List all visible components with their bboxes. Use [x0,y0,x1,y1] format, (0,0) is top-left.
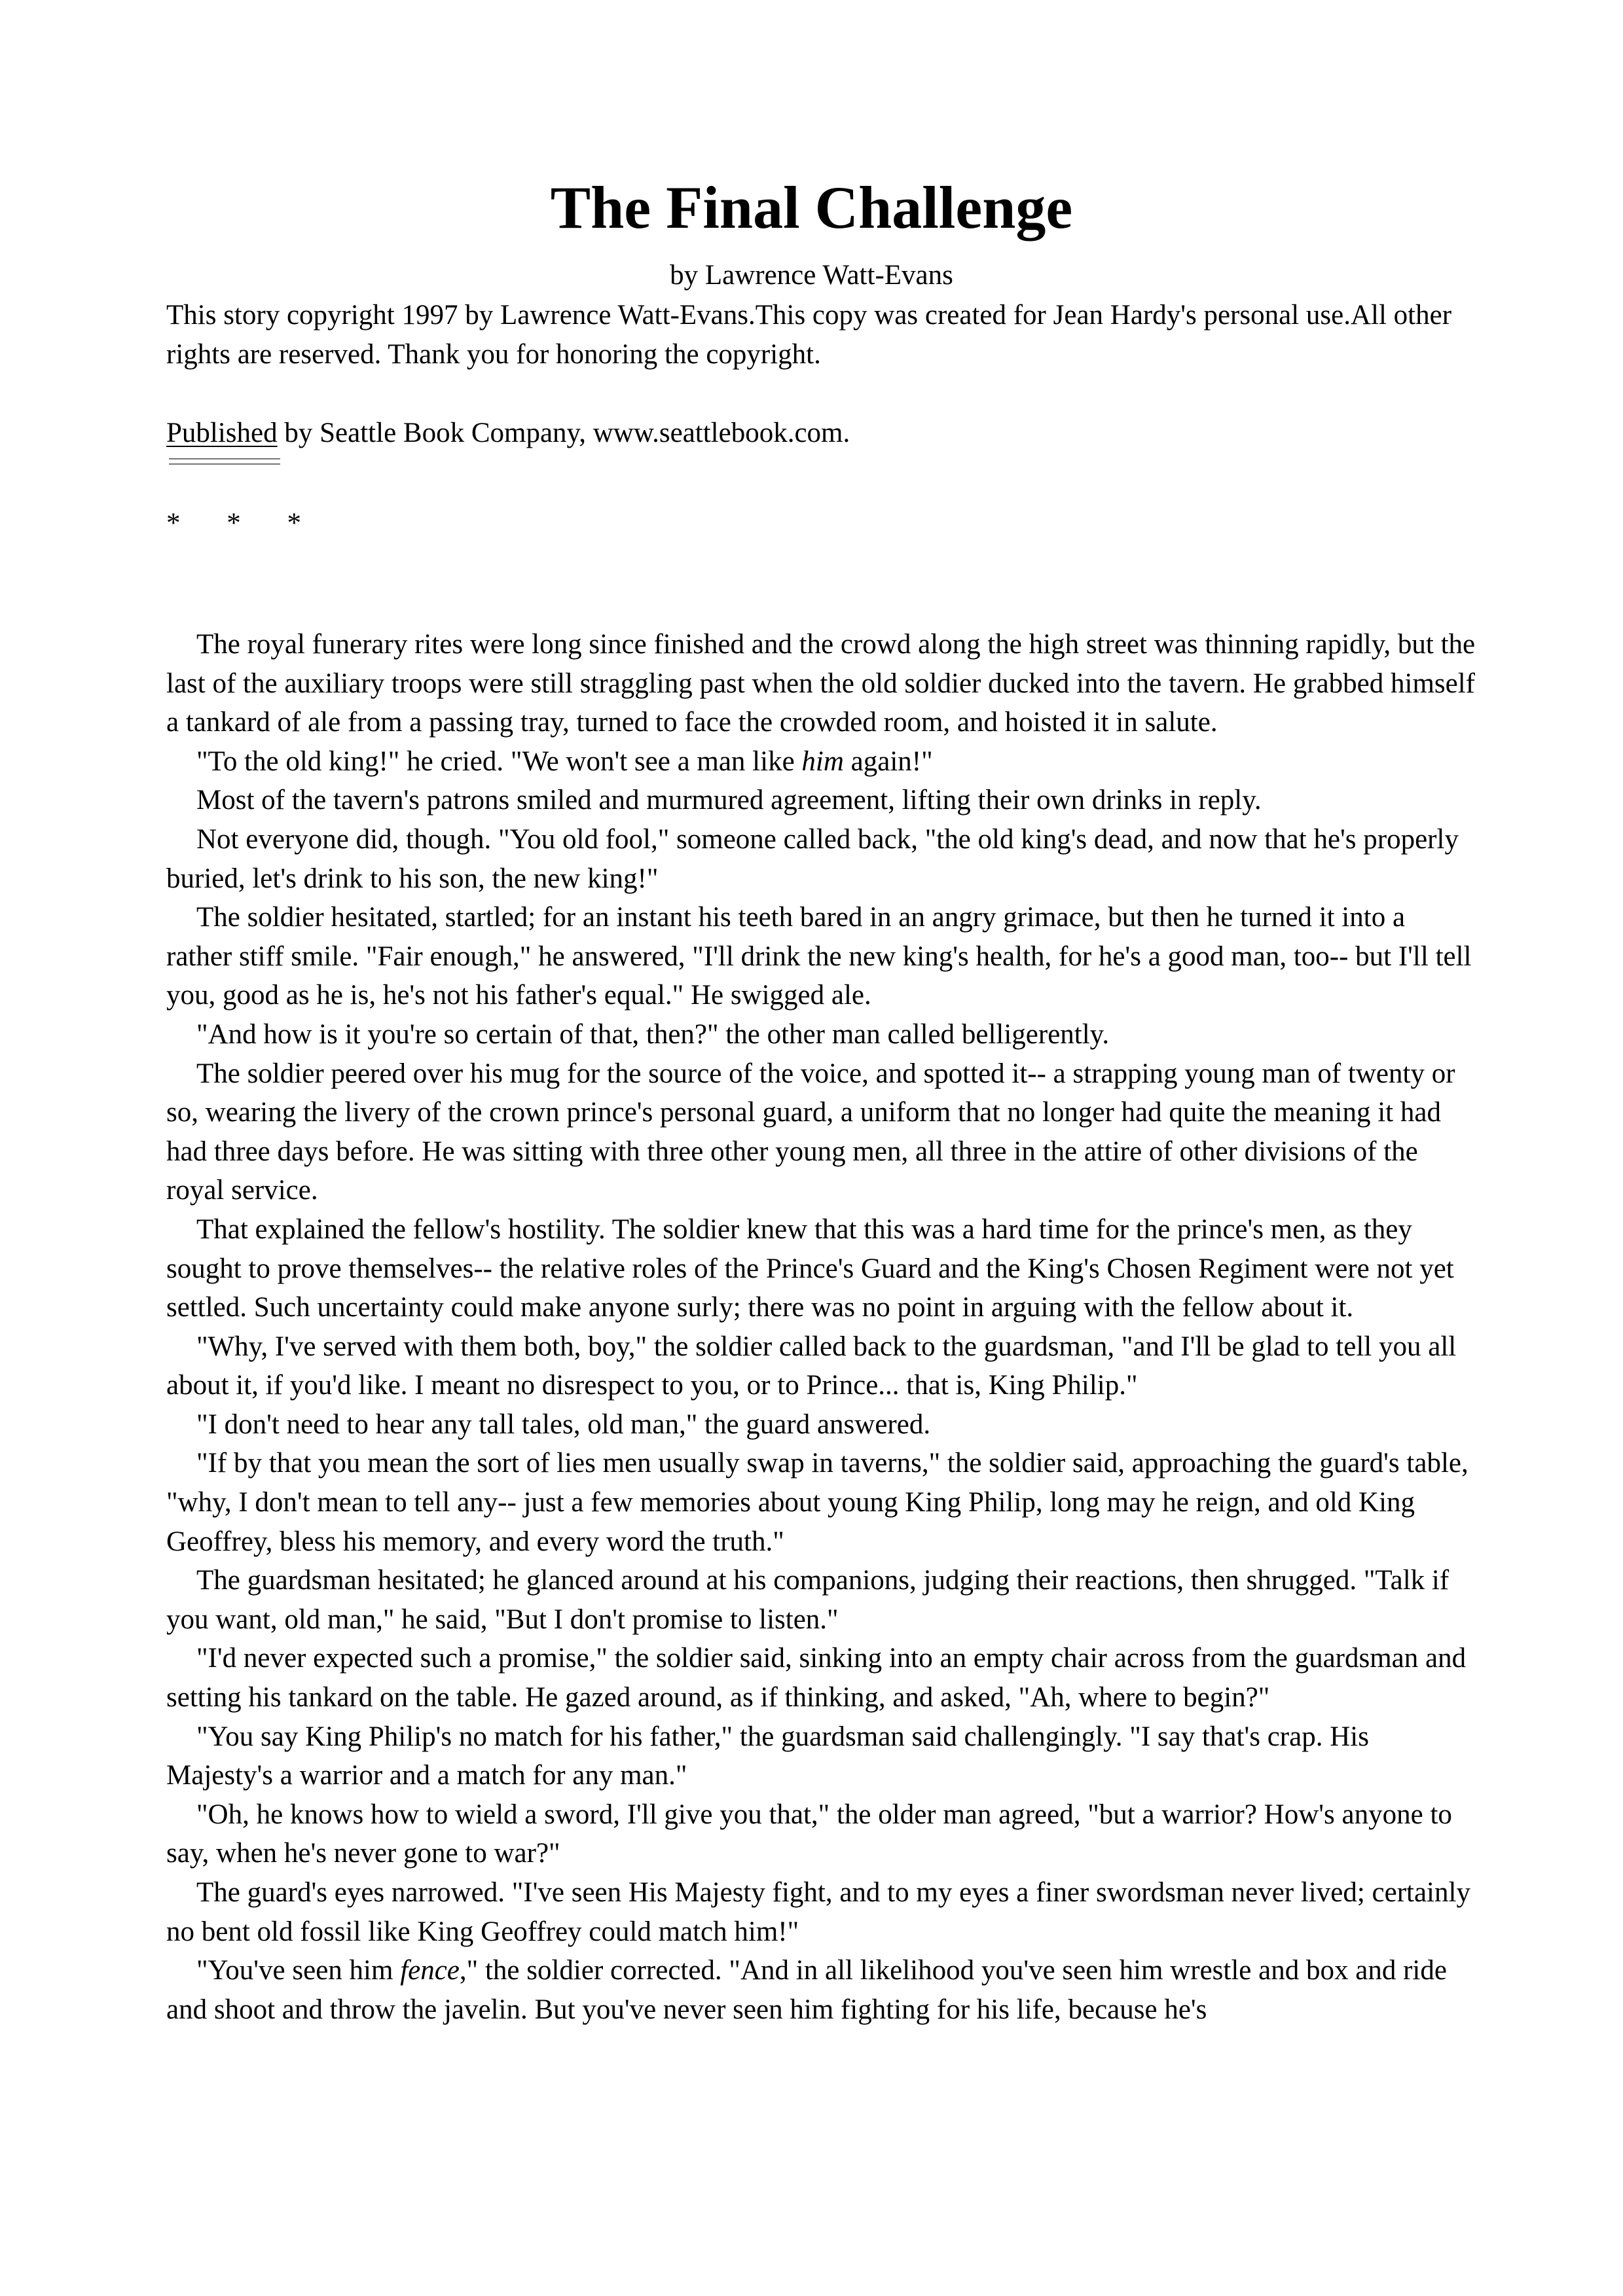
story-title: The Final Challenge [550,174,1073,241]
story-paragraph: "I'd never expected such a promise," the soldier said, sinking into an empty chair across from the guardsman and setting his tankard on the table. He gazed around, as if thinking, and asked, "Ah, where to begin?" [166,1643,1467,1713]
paragraph-text: "You've seen him [196,1955,401,1986]
published-link[interactable]: Published [166,418,278,448]
double-rule-divider [169,458,280,465]
story-paragraph: That explained the fellow's hostility. The soldier knew that this was a hard time for the prince's men, as they sought to prove themselves-- the relative roles of the Prince's Guard and the King's Chosen Regiment were not yet settled. Such uncertainty could make anyone surly; there was no point in arguing with the fellow about it. [166,1213,1454,1323]
story-paragraph: "Oh, he knows how to wield a sword, I'll give you that," the older man agreed, "but a warrior? How's anyone to say, when he's never gone to war?" [166,1799,1452,1869]
paragraph-text: "To the old king!" he cried. "We won't see a man like [196,745,802,777]
paragraph-text: ," the soldier corrected. "And in all likelihood you've seen him wrestle and box and ride and shoot and throw the javelin. But you've never seen him fighting for his life, because he's [166,1955,1447,2025]
story-paragraph: The soldier peered over his mug for the source of the voice, and spotted it-- a strapping young man of twenty or so, wearing the livery of the crown prince's personal guard, a uniform that no longer had quite the meaning it had had three days before. He was sitting with three other young men, all three in the attire of other divisions of the royal service. [166,1058,1455,1206]
story-body [166,625,1476,2029]
publisher-text: by Seattle Book Company, www.seattlebook.com. [277,418,850,448]
story-paragraph: "And how is it you're so certain of that, then?" the other man called belligerently. [196,1018,1110,1050]
story-paragraph: Not everyone did, though. "You old fool," someone called back, "the old king's dead, and now that he's properly buried, let's drink to his son, the new king!" [166,823,1459,894]
story-paragraph: "If by that you mean the sort of lies men usually swap in taverns," the soldier said, approaching the guard's table, "why, I don't mean to tell any-- just a few memories about young King Philip, long may he reign, and old King Geoffrey, bless his memory, and every word the truth." [166,1448,1468,1557]
copyright-notice: This story copyright 1997 by Lawrence Watt-Evans.This copy was created for Jean Hardy's personal use.All other rights are reserved. Thank you for honoring the copyright. [166,300,1452,370]
author-byline: by Lawrence Watt-Evans [670,260,953,291]
emphasis-text: fence [400,1955,460,1986]
story-paragraph: The royal funerary rites were long since finished and the crowd along the high street was thinning rapidly, but the last of the auxiliary troops were still straggling past when the old soldier ducked into the tavern. He grabbed himself a tankard of ale from a passing tray, turned to face the crowded room, and hoisted it in salute. [166,629,1476,738]
story-paragraph: The guard's eyes narrowed. "I've seen His Majesty fight, and to my eyes a finer swordsman never lived; certainly no bent old fossil like King Geoffrey could match him!" [166,1877,1470,1947]
scene-separator: * * * [166,508,301,539]
story-paragraph [166,1951,1476,2029]
emphasis-text: him [801,745,844,777]
story-paragraph: "You say King Philip's no match for his father," the guardsman said challengingly. "I say that's crap. His Majesty's a warrior and a match for any man." [166,1721,1369,1791]
story-paragraph: "Why, I've served with them both, boy," the soldier called back to the guardsman, "and I'll be glad to tell you all about it, if you'd like. I meant no disrespect to you, or to Prince... that is, King Philip." [166,1331,1457,1401]
story-paragraph: Most of the tavern's patrons smiled and murmured agreement, lifting their own drinks in reply. [196,785,1262,816]
story-paragraph: The soldier hesitated, startled; for an instant his teeth bared in an angry grimace, but then he turned it into a rather stiff smile. "Fair enough," he answered, "I'll drink the new king's health, for he's a good man, too-- but I'll tell you, good as he is, he's not his father's equal." He swigged ale. [166,902,1472,1011]
story-paragraph: "I don't need to hear any tall tales, old man," the guard answered. [196,1408,931,1440]
paragraph-text: again!" [843,745,933,777]
story-paragraph: The guardsman hesitated; he glanced around at his companions, judging their reactions, then shrugged. "Talk if you want, old man," he said, "But I don't promise to listen." [166,1565,1450,1635]
publisher-line [166,414,1469,453]
story-paragraph [166,742,1476,781]
